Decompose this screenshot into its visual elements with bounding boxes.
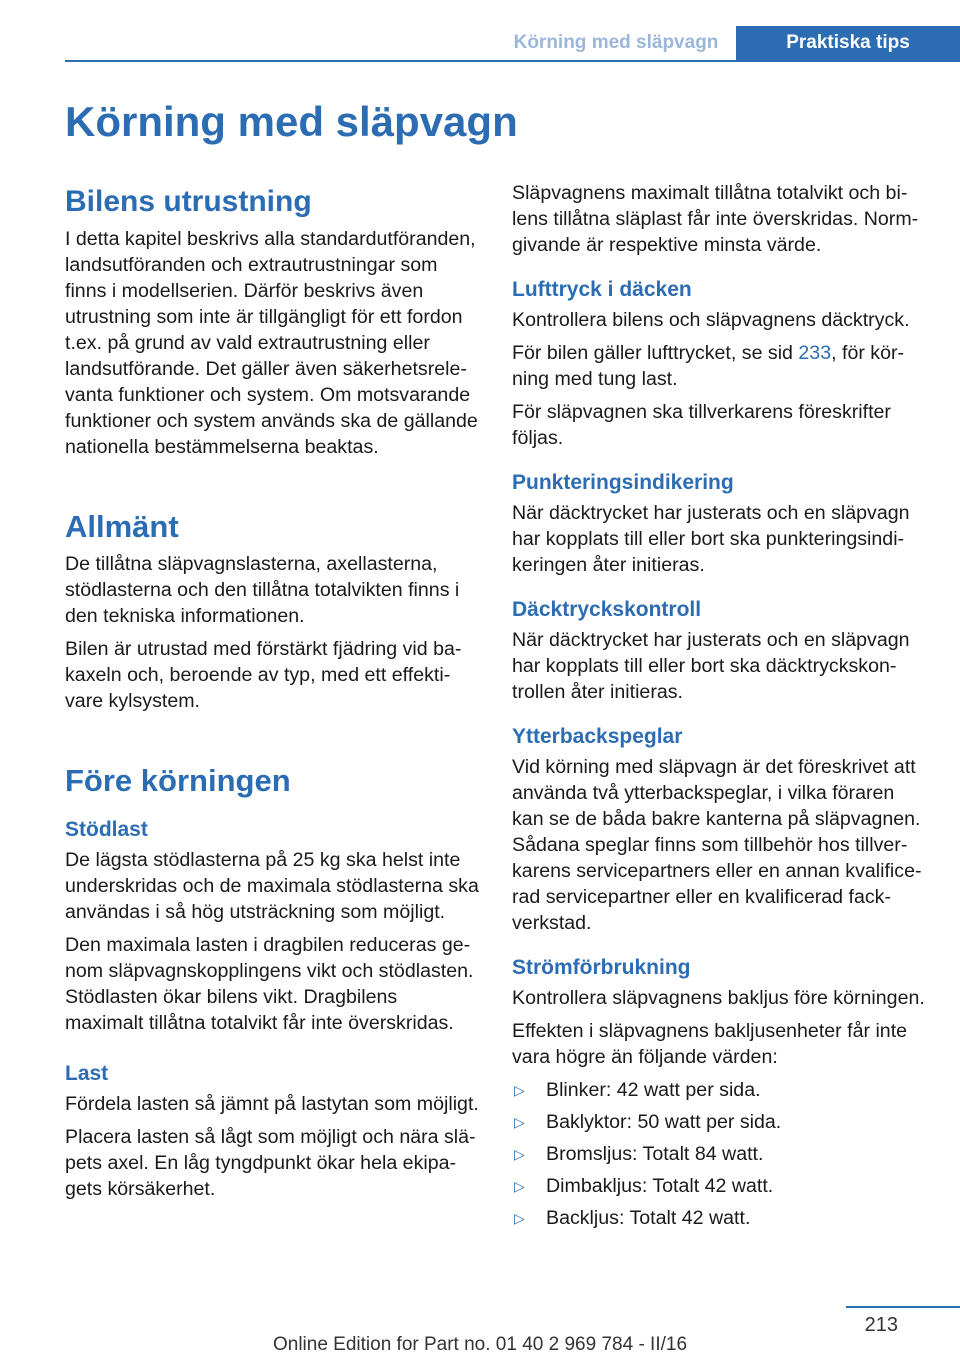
subsection-title-dacktryckskontroll: Däcktryckskontroll xyxy=(512,598,702,621)
paragraph: Kontrollera bilens och släpvagnens däcktryck. xyxy=(512,309,910,331)
page-number-rule xyxy=(846,1306,960,1308)
page-reference-link[interactable]: 233 xyxy=(798,342,832,364)
wattage-list xyxy=(512,1077,926,1231)
paragraph: När däcktrycket har justerats och en släpvagn har kopplats till eller bort ska däcktryckskontrollen åter initieras. xyxy=(512,629,910,703)
paragraph: Den maximala lasten i dragbilen reduceras genom släpvagnskopplingens vikt och stödlasten. Stödlasten ökar bilens vikt. Dragbilens maximalt tillåtna totalvikt får inte överskridas. xyxy=(65,934,474,1034)
list-item xyxy=(512,1109,926,1135)
subsection-title-punkteringsindikering: Punkteringsindikering xyxy=(512,471,734,494)
page-title: Körning med släpvagn xyxy=(65,98,518,145)
paragraph: De lägsta stödlasterna på 25 kg ska helst inte underskridas och de maximala stödlasterna ska användas i så hög utsträckning som möjligt. xyxy=(65,849,479,923)
paragraph: Placera lasten så lågt som möjligt och nära släpets axel. En låg tyngdpunkt ökar hela ekipagets körsäkerhet. xyxy=(65,1126,476,1200)
list-item-text: Backljus: Totalt 42 watt. xyxy=(546,1207,751,1229)
subsection-title-stodlast: Stödlast xyxy=(65,818,148,841)
list-item xyxy=(512,1173,926,1199)
right-column xyxy=(512,180,926,1237)
list-item xyxy=(512,1205,926,1231)
list-item-text: Blinker: 42 watt per sida. xyxy=(546,1079,761,1101)
paragraph: Bilen är utrustad med förstärkt fjädring vid bakaxeln och, beroende av typ, med ett effektivare kylsystem. xyxy=(65,638,462,712)
list-item xyxy=(512,1141,926,1167)
text: , för körning med tung last. xyxy=(512,342,905,390)
list-item-text: Dimbakljus: Totalt 42 watt. xyxy=(546,1175,774,1197)
list-item xyxy=(512,1077,926,1103)
paragraph: När däcktrycket har justerats och en släpvagn har kopplats till eller bort ska punkteringsindikeringen åter initieras. xyxy=(512,502,910,576)
triangle-bullet-icon: ▷ xyxy=(514,1210,525,1226)
header-section-tab: Körning med släpvagn xyxy=(513,32,719,53)
text: För bilen gäller lufttrycket, se sid xyxy=(512,342,799,364)
triangle-bullet-icon: ▷ xyxy=(514,1114,525,1130)
paragraph: Fördela lasten så jämnt på lastytan som möjligt. xyxy=(65,1093,479,1115)
subsection-title-ytterbackspeglar: Ytterbackspeglar xyxy=(512,725,683,748)
triangle-bullet-icon: ▷ xyxy=(514,1082,525,1098)
header-chapter-tab: Praktiska tips xyxy=(736,26,960,62)
footer-edition: Online Edition for Part no. 01 40 2 969 784 - II/16 xyxy=(272,1334,688,1355)
paragraph-with-page-ref xyxy=(512,340,926,392)
subsection-title-last: Last xyxy=(65,1062,109,1085)
paragraph: De tillåtna släpvagnslasterna, axellasterna, stödlasterna och den tillåtna totalvikten finns i den tekniska informationen. xyxy=(65,553,460,627)
section-title-allmant: Allmänt xyxy=(65,509,179,544)
header-rule xyxy=(65,60,960,62)
subsection-title-lufttryck: Lufttryck i däcken xyxy=(512,278,692,301)
section-title-fore-korningen: Före körningen xyxy=(65,763,291,798)
paragraph: Kontrollera släpvagnens bakljus före körningen. xyxy=(512,987,925,1009)
paragraph: Vid körning med släpvagn är det föreskrivet att använda två ytterbackspeglar, i vilka föraren kan se de båda bakre kanterna på släpvagnen. Sådana speglar finns som tillbehör hos tillverkarens servicepartners eller en annan kvalificerad servicepartner eller en kvalificerad fackverkstad. xyxy=(512,756,922,934)
left-column xyxy=(65,180,479,1209)
paragraph: I detta kapitel beskrivs alla standardutföranden, landsutföranden och extrautrustningar som finns i modellserien. Därför beskrivs även utrustning som inte är tillgängligt för ett fordon t.ex. på grund av vald extrautrustning eller landsutförande. Det gäller även säkerhetsrelevanta funktioner och system. Om motsvarande funktioner och system används ska de gällande nationella bestämmelserna beaktas. xyxy=(65,228,478,458)
paragraph: Effekten i släpvagnens bakljusenheter får inte vara högre än följande värden: xyxy=(512,1020,908,1068)
list-item-text: Bromsljus: Totalt 84 watt. xyxy=(546,1143,764,1165)
subsection-title-stromforbrukning: Strömförbrukning xyxy=(512,956,691,979)
triangle-bullet-icon: ▷ xyxy=(514,1178,525,1194)
list-item-text: Baklyktor: 50 watt per sida. xyxy=(546,1111,782,1133)
triangle-bullet-icon: ▷ xyxy=(514,1146,525,1162)
paragraph: Släpvagnens maximalt tillåtna totalvikt och bilens tillåtna släplast får inte överskridas. Normgivande är respektive minsta värde. xyxy=(512,182,919,256)
section-title-bilens-utrustning: Bilens utrustning xyxy=(65,185,312,218)
page-number: 213 xyxy=(864,1314,898,1336)
paragraph: För släpvagnen ska tillverkarens föreskrifter följas. xyxy=(512,401,891,449)
